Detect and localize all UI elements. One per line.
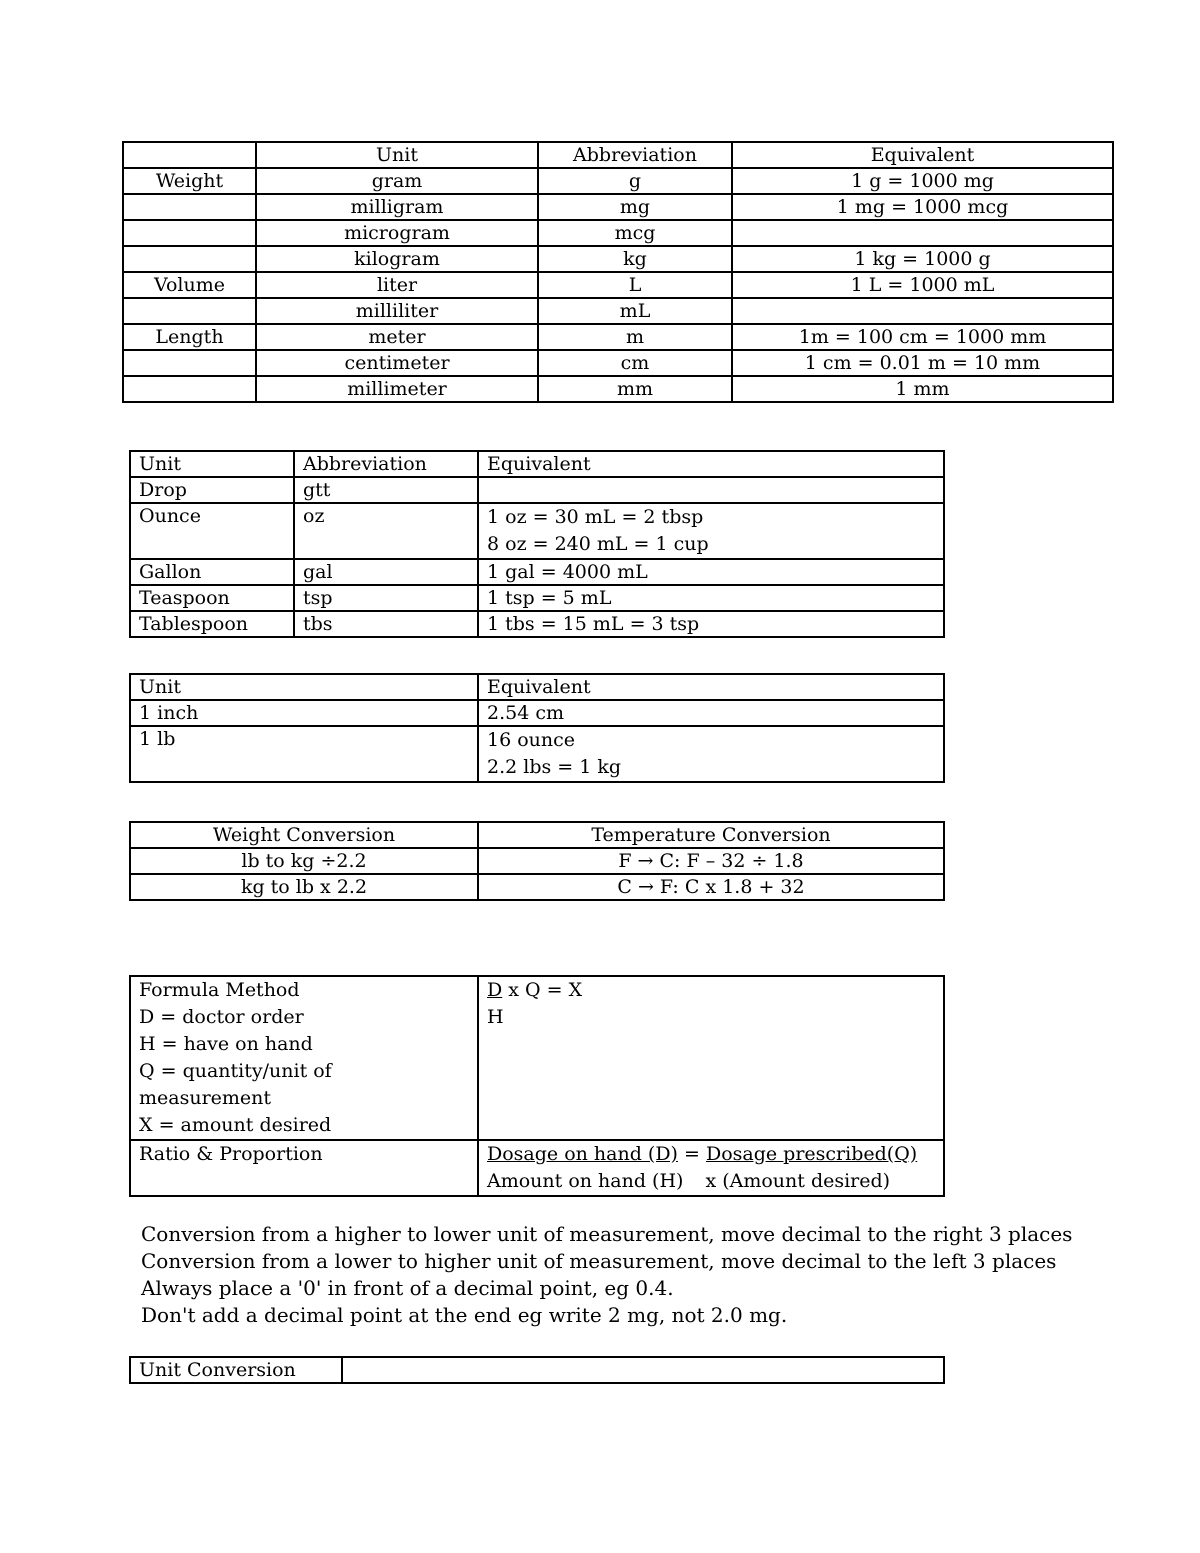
formula-d: D <box>487 979 503 1001</box>
unit-cell: 1 inch <box>130 700 478 726</box>
equivalent-cell: 1m = 100 cm = 1000 mm <box>732 324 1113 350</box>
table-row <box>130 1357 944 1383</box>
table-row <box>123 376 1113 402</box>
ratio-denominator <box>487 1168 935 1195</box>
abbreviation-cell: mL <box>538 298 732 324</box>
unit-cell: kilogram <box>256 246 538 272</box>
table-row <box>130 611 944 637</box>
table-row <box>123 350 1113 376</box>
unit-cell: Tablespoon <box>130 611 294 637</box>
formula-numerator <box>487 977 935 1004</box>
equivalent-cell: 2.54 cm <box>478 700 944 726</box>
header-cell: Abbreviation <box>294 451 478 477</box>
abbreviation-cell: mcg <box>538 220 732 246</box>
equivalent-cell <box>478 477 944 503</box>
unit-cell: milliliter <box>256 298 538 324</box>
metric-units-table <box>122 141 1114 403</box>
unit-cell: Ounce <box>130 503 294 559</box>
header-cell: Weight Conversion <box>130 822 478 848</box>
category-cell <box>123 350 256 376</box>
formula-denominator: H <box>487 1006 504 1028</box>
formula-method-cell <box>130 976 478 1140</box>
formula-expression-cell <box>478 976 944 1140</box>
table-row <box>130 559 944 585</box>
weight-conversion-cell: kg to lb x 2.2 <box>130 874 478 900</box>
abbreviation-cell: mm <box>538 376 732 402</box>
household-units-table <box>129 450 945 638</box>
table-row <box>123 298 1113 324</box>
ratio-den-left: Amount on hand (H) <box>487 1170 684 1192</box>
table-row <box>130 848 944 874</box>
length-weight-equivalents-table <box>129 673 945 783</box>
table-row <box>130 700 944 726</box>
table-row <box>123 246 1113 272</box>
table-row <box>123 272 1113 298</box>
table-header-row <box>130 822 944 848</box>
abbreviation-cell: m <box>538 324 732 350</box>
conversion-formulas-table <box>129 821 945 901</box>
abbreviation-cell: gal <box>294 559 478 585</box>
header-cell: Unit <box>130 451 294 477</box>
unit-cell: milligram <box>256 194 538 220</box>
header-cell <box>123 142 256 168</box>
unit-conversion-value <box>342 1357 944 1383</box>
unit-cell: Drop <box>130 477 294 503</box>
header-cell: Abbreviation <box>538 142 732 168</box>
unit-cell: centimeter <box>256 350 538 376</box>
ratio-equals: = <box>677 1143 706 1165</box>
formula-rest: x Q = X <box>502 979 583 1001</box>
dosage-formula-table <box>129 975 945 1197</box>
unit-conversion-label: Unit Conversion <box>130 1357 342 1383</box>
table-row <box>123 168 1113 194</box>
abbreviation-cell: kg <box>538 246 732 272</box>
abbreviation-cell: L <box>538 272 732 298</box>
table-row <box>130 1140 944 1196</box>
ratio-label-cell: Ratio & Proportion <box>130 1140 478 1196</box>
conversion-notes <box>141 1221 1072 1329</box>
equivalent-cell: 1 L = 1000 mL <box>732 272 1113 298</box>
equivalent-cell <box>478 503 944 559</box>
category-cell: Length <box>123 324 256 350</box>
unit-cell: 1 lb <box>130 726 478 782</box>
equivalent-cell: 1 mm <box>732 376 1113 402</box>
equivalent-line: 16 ounce <box>487 729 576 751</box>
equivalent-line: 2.2 lbs = 1 kg <box>487 756 622 778</box>
unit-cell: millimeter <box>256 376 538 402</box>
ratio-num-left: Dosage on hand (D) <box>487 1143 678 1165</box>
equivalent-cell: 1 kg = 1000 g <box>732 246 1113 272</box>
unit-cell: meter <box>256 324 538 350</box>
equivalent-cell: 1 tsp = 5 mL <box>478 585 944 611</box>
header-cell: Unit <box>256 142 538 168</box>
category-cell <box>123 376 256 402</box>
abbreviation-cell: g <box>538 168 732 194</box>
table-header-row <box>123 142 1113 168</box>
equivalent-cell <box>732 220 1113 246</box>
table-row <box>123 220 1113 246</box>
equivalent-cell <box>478 726 944 782</box>
weight-conversion-cell: lb to kg ÷2.2 <box>130 848 478 874</box>
abbreviation-cell: cm <box>538 350 732 376</box>
formula-line: D = doctor order <box>139 1006 304 1028</box>
category-cell <box>123 298 256 324</box>
abbreviation-cell: mg <box>538 194 732 220</box>
unit-cell: Teaspoon <box>130 585 294 611</box>
equivalent-cell <box>732 298 1113 324</box>
unit-conversion-table <box>129 1356 945 1384</box>
category-cell: Weight <box>123 168 256 194</box>
table-row <box>130 874 944 900</box>
note-line: Always place a '0' in front of a decimal point, eg 0.4. <box>141 1276 674 1300</box>
formula-line: X = amount desired <box>139 1114 332 1136</box>
formula-line: H = have on hand <box>139 1033 313 1055</box>
header-cell: Equivalent <box>478 674 944 700</box>
table-row <box>130 726 944 782</box>
abbreviation-cell: oz <box>294 503 478 559</box>
category-cell <box>123 220 256 246</box>
header-cell: Unit <box>130 674 478 700</box>
table-row <box>123 194 1113 220</box>
category-cell <box>123 194 256 220</box>
table-row <box>130 477 944 503</box>
table-row <box>130 585 944 611</box>
unit-cell: gram <box>256 168 538 194</box>
abbreviation-cell: tsp <box>294 585 478 611</box>
header-cell: Equivalent <box>478 451 944 477</box>
equivalent-cell: 1 gal = 4000 mL <box>478 559 944 585</box>
formula-line: Formula Method <box>139 979 300 1001</box>
abbreviation-cell: tbs <box>294 611 478 637</box>
temperature-conversion-cell: C → F: C x 1.8 + 32 <box>478 874 944 900</box>
ratio-numerator <box>487 1141 935 1168</box>
equivalent-cell: 1 mg = 1000 mcg <box>732 194 1113 220</box>
unit-cell: liter <box>256 272 538 298</box>
equivalent-line: 1 oz = 30 mL = 2 tbsp <box>487 506 704 528</box>
category-cell <box>123 246 256 272</box>
equivalent-cell: 1 tbs = 15 mL = 3 tsp <box>478 611 944 637</box>
unit-cell: microgram <box>256 220 538 246</box>
ratio-num-right: Dosage prescribed(Q) <box>705 1143 918 1165</box>
formula-line: measurement <box>139 1087 272 1109</box>
header-cell: Equivalent <box>732 142 1113 168</box>
temperature-conversion-cell: F → C: F – 32 ÷ 1.8 <box>478 848 944 874</box>
table-header-row <box>130 674 944 700</box>
formula-line: Q = quantity/unit of <box>139 1060 332 1082</box>
equivalent-cell: 1 g = 1000 mg <box>732 168 1113 194</box>
equivalent-cell: 1 cm = 0.01 m = 10 mm <box>732 350 1113 376</box>
note-line: Don't add a decimal point at the end eg write 2 mg, not 2.0 mg. <box>141 1303 788 1327</box>
table-row <box>123 324 1113 350</box>
note-line: Conversion from a higher to lower unit of measurement, move decimal to the right 3 places <box>141 1222 1073 1246</box>
note-line: Conversion from a lower to higher unit of measurement, move decimal to the left 3 places <box>141 1249 1057 1273</box>
equivalent-line: 8 oz = 240 mL = 1 cup <box>487 533 709 555</box>
unit-cell: Gallon <box>130 559 294 585</box>
abbreviation-cell: gtt <box>294 477 478 503</box>
ratio-den-right: x (Amount desired) <box>705 1170 891 1192</box>
category-cell: Volume <box>123 272 256 298</box>
header-cell: Temperature Conversion <box>478 822 944 848</box>
table-row <box>130 976 944 1140</box>
table-row <box>130 503 944 559</box>
ratio-expression-cell <box>478 1140 944 1196</box>
table-header-row <box>130 451 944 477</box>
